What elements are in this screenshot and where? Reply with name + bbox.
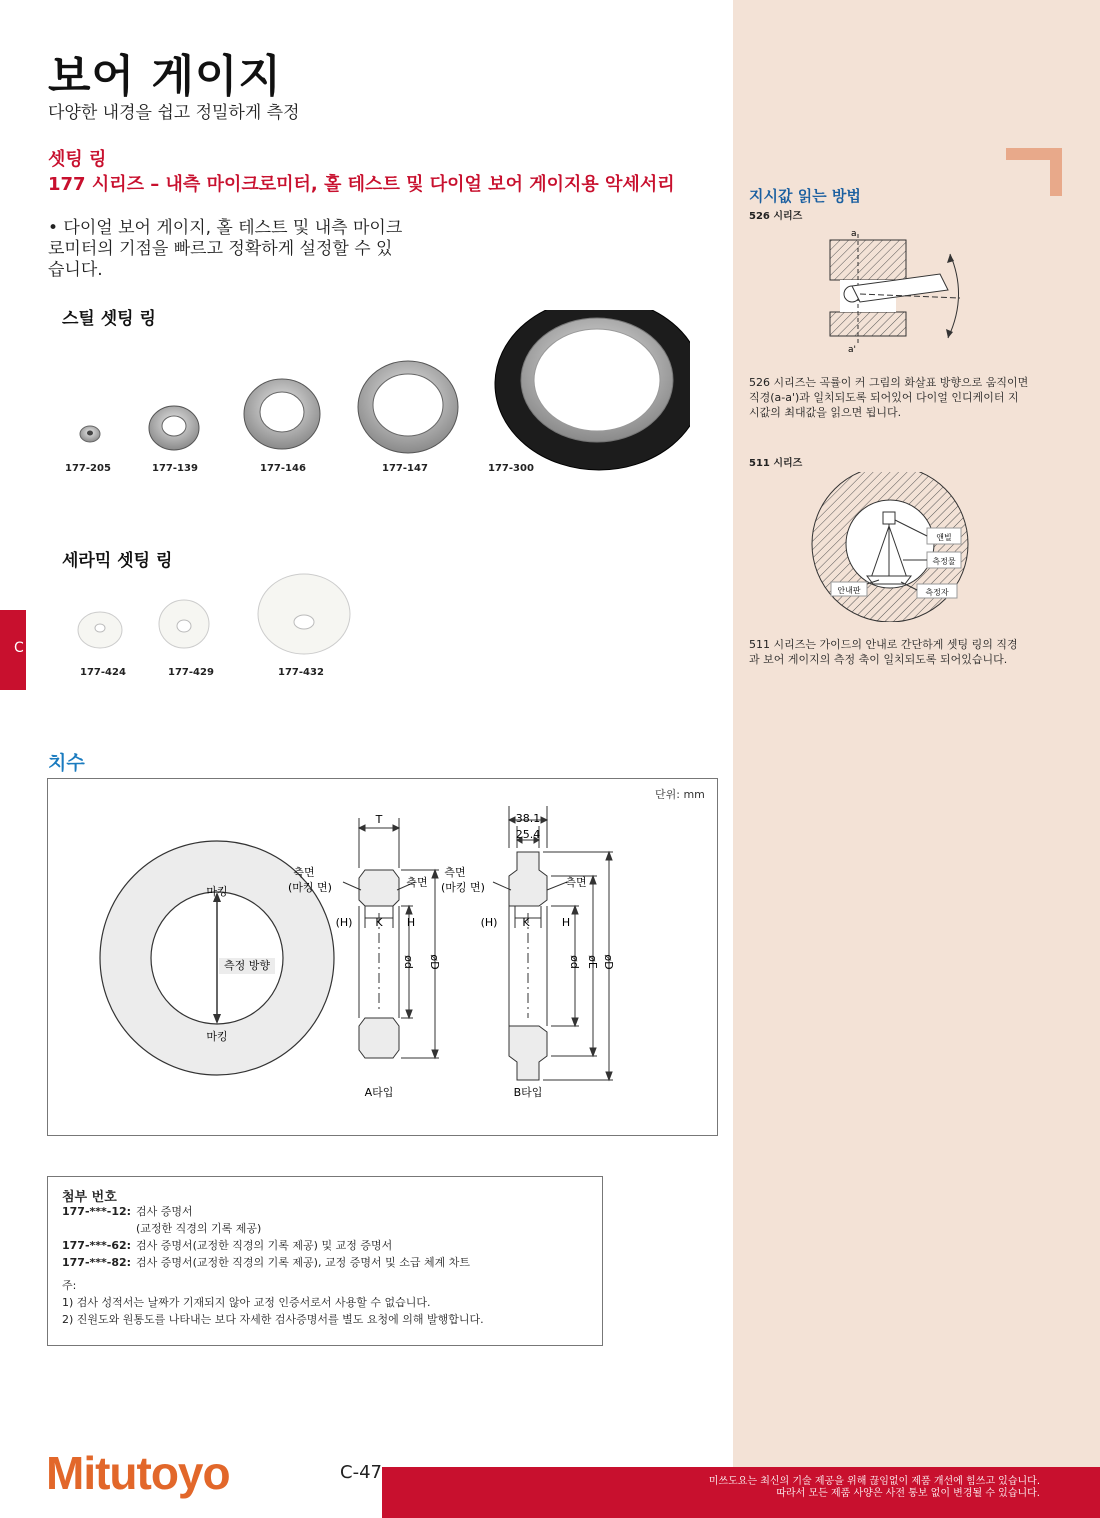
- label-measuring-face: 측정물: [932, 557, 956, 566]
- marking-top-label: 마킹: [206, 885, 228, 898]
- direction-label: 측정 방향: [223, 959, 271, 972]
- attachments-heading: 첨부 번호: [62, 1190, 117, 1205]
- attachment-row: 177-***-12: 검사 증명서: [62, 1205, 193, 1218]
- series-526-text: 526 시리즈는 곡률이 커 그림의 화살표 방향으로 움직이면 직경(a-a')과 일치되도록 되어있어 다이얼 인디케이터 지시값의 최대값을 읽으면 됩니다.: [749, 376, 1029, 419]
- footer-note-line: 미쓰도요는 최신의 기술 제공을 위해 끊임없이 제품 개선에 힘쓰고 있습니다.: [708, 1476, 1040, 1487]
- steel-ring-label: 177-146: [260, 463, 306, 474]
- page-number: C-47: [340, 1462, 382, 1483]
- steel-ring-label: 177-147: [382, 463, 428, 474]
- typeB-H2: H: [561, 916, 571, 929]
- series-511-text: 511 시리즈는 가이드의 안내로 간단하게 셋팅 링의 직경과 보어 게이지의 측정 축이 일치되도록 되어있습니다.: [749, 638, 1018, 666]
- dim-T: T: [375, 813, 383, 826]
- marking-bottom-label: 마킹: [206, 1030, 228, 1043]
- label-guide: 안내판: [837, 586, 861, 595]
- series-title: 177 시리즈 – 내측 마이크로미터, 홀 테스트 및 다이얼 보어 게이지용 악세서리: [48, 174, 675, 195]
- ceramic-ring-label: 177-424: [80, 667, 126, 678]
- typeB-side: 측면: [565, 876, 587, 889]
- unit-label: 단위: mm: [655, 788, 705, 801]
- steel-ring-label: 177-300: [488, 463, 534, 474]
- note-item: 2) 진원도와 원통도를 나타내는 보다 자세한 검사증명서를 별도 요청에 의해 발행합니다.: [62, 1313, 484, 1326]
- label-contact: 측정자: [925, 588, 949, 597]
- ring-177-429: [159, 600, 209, 648]
- typeA-D: øD: [428, 954, 441, 970]
- typeB-dim2: 25.4: [515, 828, 541, 841]
- typeA-side: 측면: [406, 876, 428, 889]
- page-title: 보어 게이지: [48, 51, 282, 102]
- ring-177-205: [80, 426, 100, 442]
- corner-bracket-icon: [1006, 148, 1062, 196]
- ceramic-ring-label: 177-432: [278, 667, 324, 678]
- typeB-label: B타입: [513, 1086, 543, 1099]
- reading-heading: 지시값 읽는 방법: [749, 187, 861, 205]
- typeA-side-marking: 측면: [293, 866, 315, 879]
- note-label: 주:: [62, 1279, 77, 1292]
- footer-note: [600, 1476, 1040, 1500]
- ceramic-ring-label: 177-429: [168, 667, 214, 678]
- typeB-K: K: [522, 916, 530, 929]
- steel-ring-heading: 스틸 셋팅 링: [62, 309, 156, 329]
- section-title: 셋팅 링: [48, 149, 107, 170]
- typeA-d: ød: [402, 955, 415, 969]
- typeB-dim1: 38.1: [515, 812, 541, 825]
- attachment-row: 177-***-82: 검사 증명서(교정한 직경의 기록 제공), 교정 증명서 및 소급 체계 차트: [62, 1256, 470, 1269]
- ceramic-ring-photos: [60, 570, 360, 660]
- ring-177-300: [495, 310, 690, 470]
- typeB-side-marking2: (마킹 면): [441, 881, 485, 894]
- typeA-side-marking2: (마킹 면): [288, 881, 332, 894]
- ring-177-146: [244, 379, 320, 449]
- brand-logo: Mitutoyo: [46, 1447, 230, 1499]
- type-b-section: [493, 806, 613, 1080]
- label-anvil: 앤빌: [936, 533, 952, 542]
- label-a: a: [851, 229, 857, 239]
- typeA-H1: (H): [335, 916, 353, 929]
- dimensions-heading: 치수: [48, 752, 85, 774]
- chapter-tab-label: C: [14, 640, 24, 656]
- ring-177-424: [78, 612, 122, 648]
- diagram-511: [805, 472, 975, 622]
- typeA-H2: H: [406, 916, 416, 929]
- dimension-drawing: [47, 778, 716, 1134]
- typeB-D: øD: [602, 954, 615, 970]
- ring-177-432: [258, 574, 350, 654]
- typeB-H1: (H): [480, 916, 498, 929]
- typeA-K: K: [375, 916, 383, 929]
- steel-ring-label: 177-205: [65, 463, 111, 474]
- diagram-526: [820, 226, 970, 356]
- page-subtitle: 다양한 내경을 쉽고 정밀하게 측정: [48, 103, 300, 123]
- typeA-label: A타입: [364, 1086, 394, 1099]
- typeB-side-marking: 측면: [444, 866, 466, 879]
- note-item: 1) 검사 성적서는 날짜가 기재되지 않아 교정 인증서로서 사용할 수 없습니다.: [62, 1296, 431, 1309]
- chapter-tab: [0, 610, 26, 690]
- typeB-E: øE: [586, 955, 599, 969]
- typeB-d: ød: [568, 955, 581, 969]
- steel-ring-label: 177-139: [152, 463, 198, 474]
- ring-177-139: [149, 406, 199, 450]
- ring-177-147: [358, 361, 458, 453]
- footer-note-line: 따라서 모든 제품 사양은 사전 통보 없이 변경될 수 있습니다.: [776, 1488, 1040, 1499]
- steel-ring-photos: [50, 310, 690, 480]
- attachment-row: (교정한 직경의 기록 제공): [136, 1222, 262, 1235]
- type-a-section: [343, 818, 439, 1058]
- series-511-title: 511 시리즈: [749, 458, 803, 469]
- series-526-title: 526 시리즈: [749, 211, 803, 222]
- feature-bullet: • 다이얼 보어 게이지, 홀 테스트 및 내측 마이크로미터의 기점을 빠르고 정확하게 설정할 수 있습니다.: [48, 218, 403, 280]
- ceramic-ring-heading: 세라믹 셋팅 링: [62, 551, 173, 571]
- attachment-row: 177-***-62: 검사 증명서(교정한 직경의 기록 제공) 및 교정 증명서: [62, 1239, 393, 1252]
- label-a-prime: a': [848, 345, 856, 355]
